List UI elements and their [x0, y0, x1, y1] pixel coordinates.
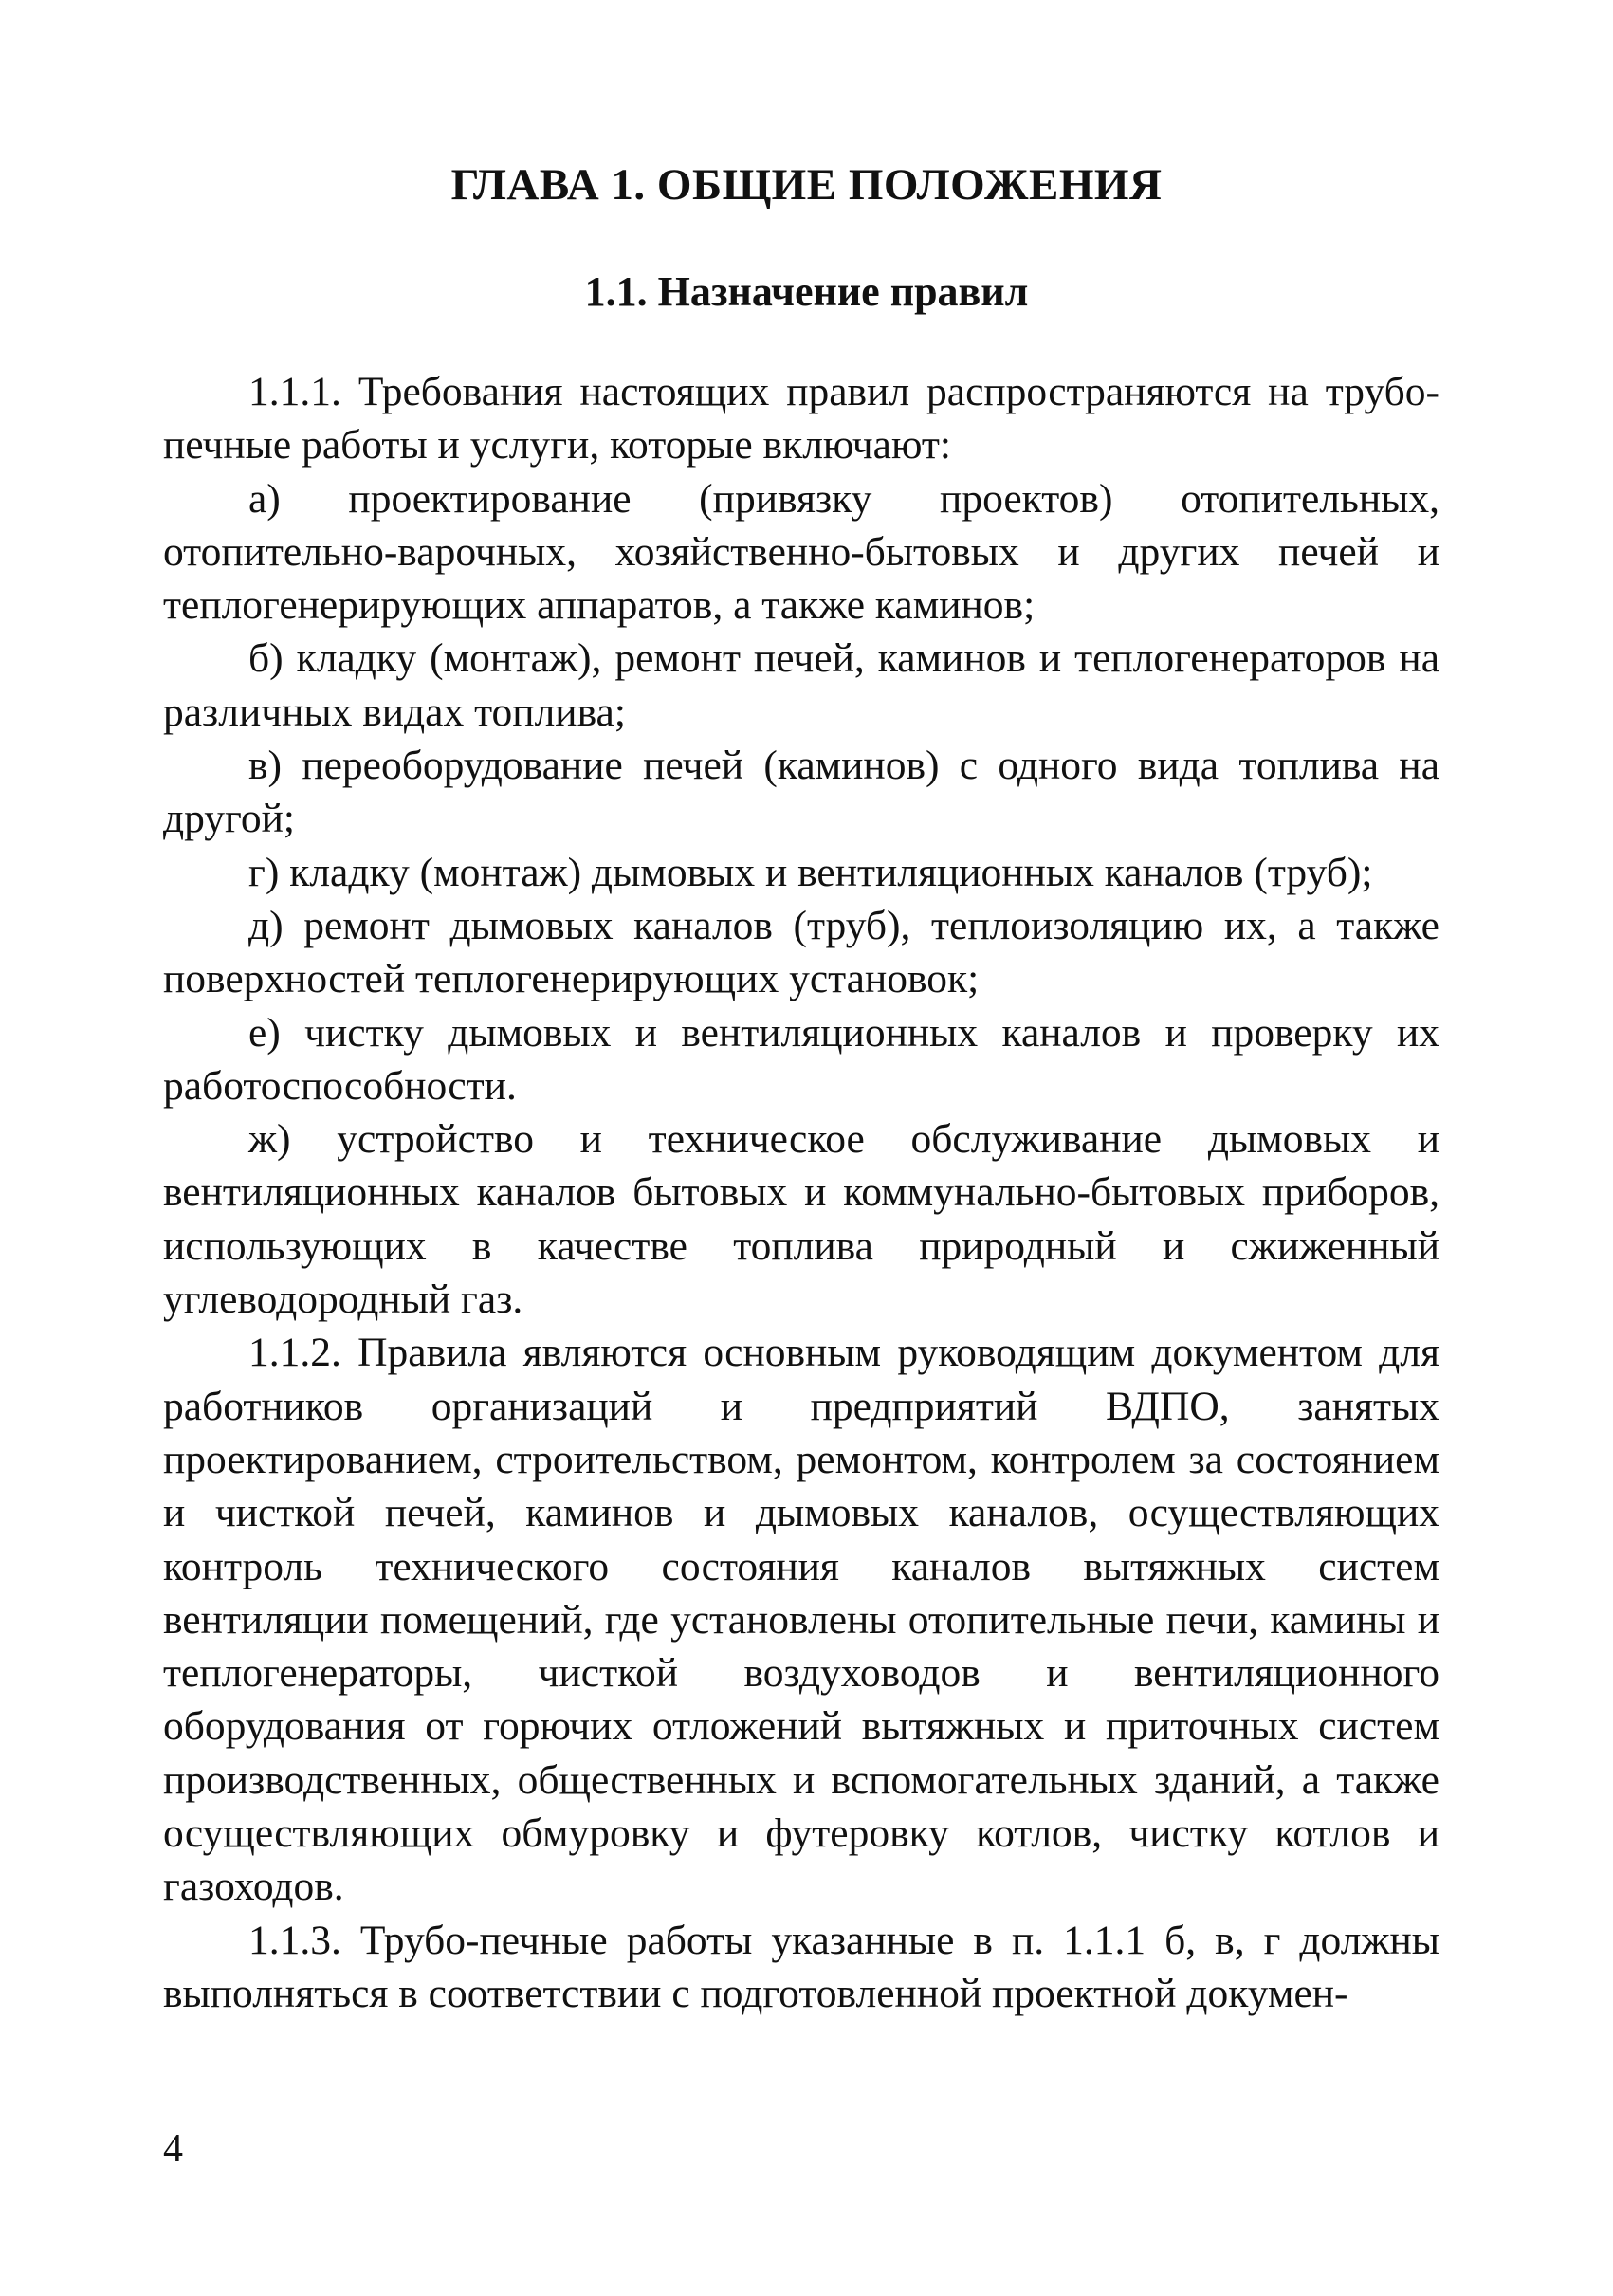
- list-item-g: г) кладку (монтаж) дымовых и вентиляционных каналов (труб);: [248, 849, 1373, 895]
- list-item-e: е) чистку дымовых и вентиляционных каналов и проверку их работоспособности.: [163, 1009, 1439, 1109]
- paragraph-1-1-2: 1.1.2. Правила являются основным руководящим документом для работников организаций и предприятий ВДПО, занятых проектированием, строительством, ремонтом, контролем за состоянием и чисткой печей, каминов и дымовых каналов, осуществляющих контроль технического состояния каналов вытяжных систем вентиляции помещений, где установлены отопительные печи, камины и теплогенераторы, чисткой воздуховодов и вентиляционного оборудования от горючих отложений вытяжных и приточных систем производственных, общественных и вспомогательных зданий, а также осуществляющих обмуровку и футеровку котлов, чистку котлов и газоходов.: [163, 1330, 1439, 1910]
- chapter-title: ГЛАВА 1. ОБЩИЕ ПОЛОЖЕНИЯ: [450, 160, 1163, 210]
- section-title: 1.1. Назначение правил: [584, 268, 1029, 315]
- body-text: [163, 365, 1439, 2020]
- list-item-d: д) ремонт дымовых каналов (труб), теплоизоляцию их, а также поверхностей теплогенерирующих установок;: [163, 902, 1439, 1002]
- list-item-zh: ж) устройство и техническое обслуживание дымовых и вентиляционных каналов бытовых и коммунально-бытовых приборов, использующих в качестве топлива природный и сжиженный углеводородный газ.: [163, 1116, 1439, 1323]
- list-item-b: б) кладку (монтаж), ремонт печей, каминов и теплогенераторов на различных видах топлива;: [163, 635, 1439, 735]
- list-item-v: в) переоборудование печей (каминов) с одного вида топлива на другой;: [163, 743, 1439, 842]
- page-number: 4: [163, 2127, 183, 2171]
- list-item-a: а) проектирование (привязку проектов) отопительных, отопительно-варочных, хозяйственно-бытовых и других печей и теплогенерирующих аппаратов, а также каминов;: [163, 475, 1439, 629]
- paragraph-1-1-1: 1.1.1. Требования настоящих правил распространяются на трубо-печные работы и услуги, которые включают:: [163, 369, 1439, 468]
- paragraph-1-1-3: 1.1.3. Трубо-печные работы указанные в п. 1.1.1 б, в, г должны выполняться в соответствии с подготовленной проектной докумен-: [163, 1917, 1439, 2016]
